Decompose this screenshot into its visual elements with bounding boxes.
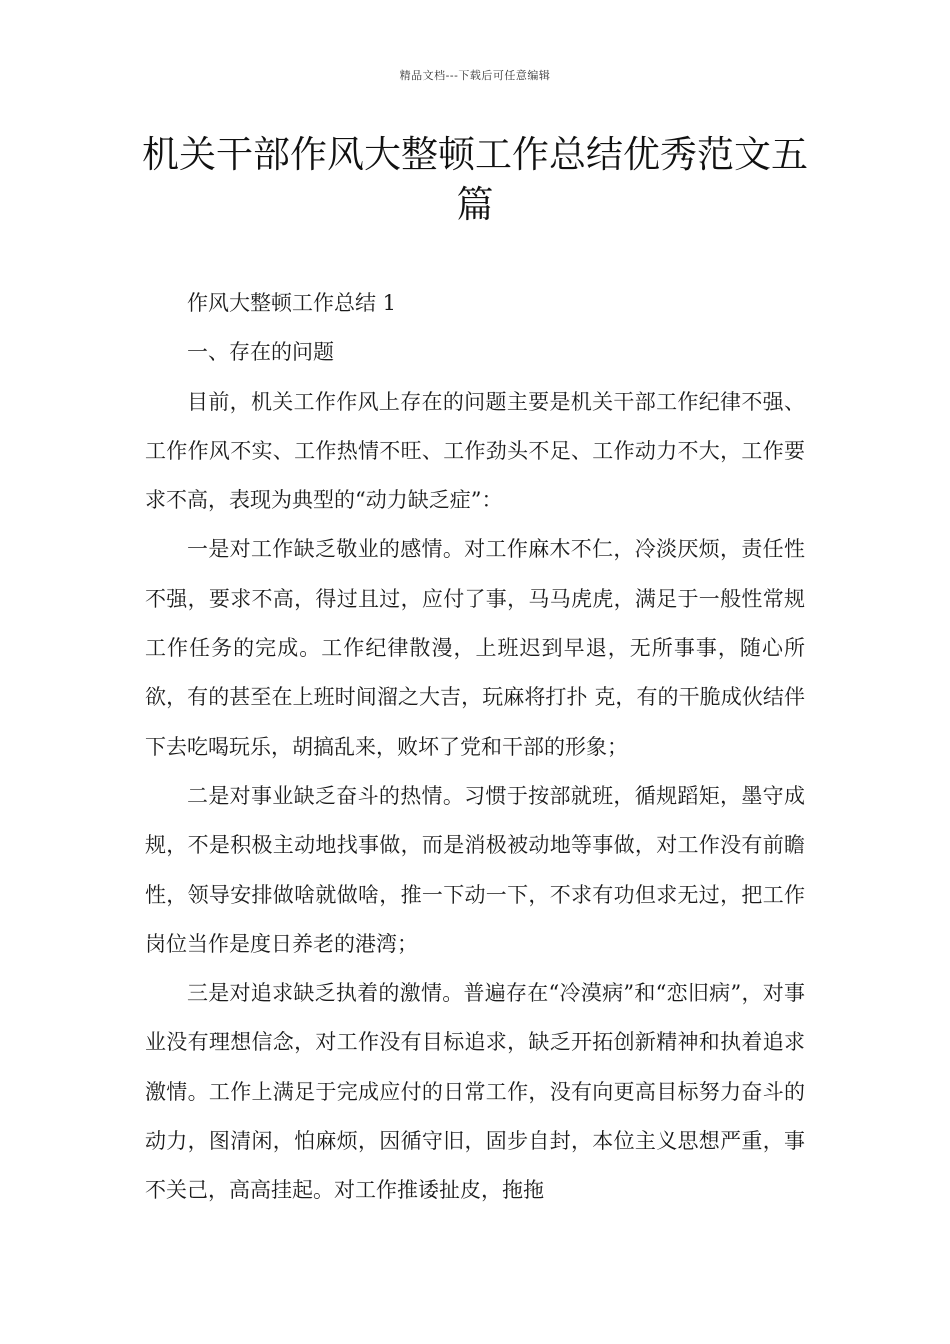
header-note: 精品文档---下载后可任意编辑 (399, 69, 551, 82)
paragraph: 三是对追求缺乏执着的激情。普遍存在“冷漠病”和“恋旧病”，对事业没有理想信念，对工作没有目标追求，缺乏开拓创新精神和执着追求激情。工作上满足于完成应付的日常工作，没有向更高目标努力奋斗的动力，图清闲，怕麻烦，因循守旧，固步自封，本位主义思想严重，事不关己，高高挂起。对工作推诿扯皮，拖拖 (145, 981, 805, 1203)
subheading: 一、存在的问题 (187, 340, 334, 365)
document-body (145, 279, 805, 1216)
paragraph: 一是对工作缺乏敬业的感情。对工作麻木不仁，冷淡厌烦，责任性不强，要求不高，得过且过，应付了事，马马虎虎，满足于一般性常规工作任务的完成。工作纪律散漫，上班迟到早退，无所事事，随心所欲，有的甚至在上班时间溜之大吉，玩麻将打扑 克，有的干脆成伙结伴下去吃喝玩乐，胡搞乱来，败坏了党和干部的形象； (145, 537, 805, 759)
paragraph: 目前，机关工作作风上存在的问题主要是机关干部工作纪律不强、工作作风不实、工作热情不旺、工作劲头不足、工作动力不大，工作要求不高，表现为典型的“动力缺乏症”： (145, 389, 805, 513)
paragraph: 二是对事业缺乏奋斗的热情。习惯于按部就班，循规蹈矩，墨守成规，不是积极主动地找事做，而是消极被动地等事做，对工作没有前瞻性，领导安排做啥就做啥，推一下动一下，不求有功但求无过，把工作岗位当作是度日养老的港湾； (145, 783, 805, 956)
section-title: 作风大整顿工作总结 1 (187, 291, 397, 315)
document-title: 机关干部作风大整顿工作总结优秀范文五篇 (142, 133, 808, 226)
